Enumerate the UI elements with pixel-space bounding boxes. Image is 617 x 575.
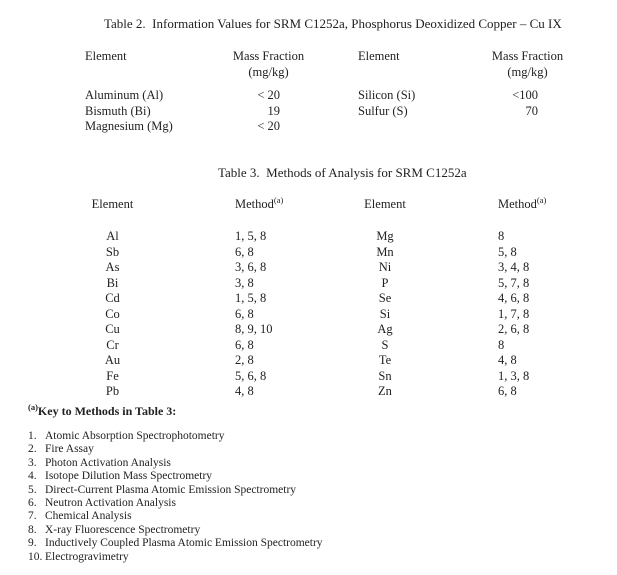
element-name: Sulfur (S) — [358, 103, 408, 118]
method-list: 6, 8 — [235, 306, 254, 321]
element-name: Aluminum (Al) — [85, 88, 164, 102]
table2-title: Table 2. Information Values for SRM C1252a, Phosphorus Deoxidized Copper – Cu IX — [104, 16, 562, 31]
key-item — [28, 457, 323, 470]
table2-body — [85, 88, 610, 135]
table2-unit-right: (mg/kg) — [507, 65, 548, 79]
key-item — [28, 537, 323, 550]
key-item-number: 6. — [28, 497, 37, 510]
element-symbol: Cd — [105, 291, 120, 305]
element-symbol: Ag — [377, 322, 393, 336]
table2-row — [85, 88, 610, 104]
table3-row — [85, 307, 610, 323]
method-list: 6, 8 — [235, 244, 254, 259]
method-list: 6, 8 — [235, 337, 254, 352]
table2-header-massfraction-right: Mass Fraction — [491, 49, 564, 63]
element-symbol: Mn — [376, 244, 394, 259]
element-symbol: Mg — [376, 229, 394, 243]
table3-header-method-right: Method$^{(a)}$ — [498, 194, 547, 211]
table3-row — [85, 338, 610, 354]
element-symbol: Te — [378, 353, 392, 367]
element-symbol: Fe — [106, 368, 119, 383]
element-symbol: Sb — [105, 244, 120, 259]
method-list: 5, 6, 8 — [235, 368, 267, 383]
table3-row — [85, 369, 610, 385]
table2-header-row — [85, 48, 610, 64]
methods-key-heading: $^{(a)}$Key to Methods in Table 3: — [28, 402, 177, 418]
table3-header-method-left: Method$^{(a)}$ — [235, 194, 284, 211]
table3-row — [85, 291, 610, 307]
method-list: 1, 3, 8 — [498, 368, 530, 383]
key-item — [28, 551, 323, 564]
element-symbol: Se — [378, 291, 392, 305]
element-symbol: P — [381, 275, 389, 290]
mass-fraction-value: < 20 — [257, 119, 280, 133]
method-footnote-marker: (a) — [536, 194, 547, 205]
table3-row — [85, 229, 610, 245]
key-footnote-marker: (a) — [28, 402, 38, 412]
element-symbol: Bi — [106, 275, 119, 290]
table3-header-element-right: Element — [364, 197, 406, 211]
table3-header-row — [85, 196, 610, 212]
method-list: 1, 5, 8 — [235, 229, 267, 243]
table3-body — [85, 229, 610, 400]
table3-row — [85, 276, 610, 292]
mass-fraction-value: <100 — [512, 88, 538, 102]
method-list: 8 — [498, 337, 505, 352]
key-item-number: 5. — [28, 483, 37, 496]
table3-header-element-left: Element — [91, 197, 134, 211]
method-list: 3, 6, 8 — [235, 260, 267, 274]
key-item-number: 4. — [28, 470, 37, 483]
key-item-number: 2. — [28, 443, 37, 456]
element-name: Silicon (Si) — [358, 88, 416, 102]
element-symbol: Ni — [378, 260, 392, 274]
element-symbol: Co — [105, 306, 120, 321]
key-item-label: Isotope Dilution Mass Spectrometry — [45, 470, 213, 483]
element-symbol: Pb — [105, 384, 120, 398]
table2 — [85, 48, 610, 135]
element-symbol: Au — [104, 353, 121, 367]
key-item-label: Neutron Activation Analysis — [45, 497, 176, 510]
method-list: 5, 7, 8 — [498, 275, 530, 290]
key-item-number: 3. — [28, 456, 37, 469]
table2-header-massfraction-left: Mass Fraction — [232, 49, 305, 63]
key-item-label: Photon Activation Analysis — [45, 456, 171, 469]
key-item-label: Atomic Absorption Spectrophotometry — [45, 430, 225, 442]
table3 — [85, 196, 610, 400]
table3-row — [85, 322, 610, 338]
key-item — [28, 470, 323, 483]
element-symbol: Cr — [106, 337, 119, 352]
method-list: 4, 8 — [235, 384, 254, 398]
element-symbol: Sn — [378, 368, 392, 383]
key-item — [28, 510, 323, 523]
element-name: Magnesium (Mg) — [85, 119, 173, 133]
table3-row — [85, 353, 610, 369]
element-symbol: Si — [379, 306, 391, 321]
key-item-label: Inductively Coupled Plasma Atomic Emission Spectrometry — [45, 537, 323, 550]
key-item — [28, 430, 323, 443]
key-item — [28, 484, 323, 497]
table3-row — [85, 260, 610, 276]
method-list: 2, 6, 8 — [498, 322, 530, 336]
methods-key-list — [28, 430, 323, 564]
key-item-label: Electrogravimetry — [45, 550, 129, 563]
mass-fraction-value: 70 — [525, 103, 538, 118]
table2-row — [85, 104, 610, 120]
key-item-number: 8. — [28, 523, 37, 536]
key-item-number: 9. — [28, 537, 37, 550]
mass-fraction-value: 19 — [267, 103, 280, 118]
element-symbol: As — [105, 260, 120, 274]
method-list: 8, 9, 10 — [235, 322, 273, 336]
table2-header-element-right: Element — [358, 49, 400, 63]
table3-row — [85, 384, 610, 400]
key-item — [28, 443, 323, 456]
mass-fraction-value: < 20 — [257, 88, 280, 102]
element-name: Bismuth (Bi) — [85, 103, 151, 118]
table2-unit-left: (mg/kg) — [248, 65, 289, 79]
method-list: 8 — [498, 229, 505, 243]
key-item — [28, 524, 323, 537]
key-item-label: X-ray Fluorescence Spectrometry — [45, 523, 201, 536]
method-list: 6, 8 — [498, 384, 517, 398]
method-list: 2, 8 — [235, 353, 254, 367]
table2-header-element-left: Element — [85, 49, 127, 63]
method-list: 4, 8 — [498, 353, 517, 367]
key-item — [28, 497, 323, 510]
method-list: 5, 8 — [498, 244, 517, 259]
key-item-number: 1. — [28, 430, 37, 442]
element-symbol: Cu — [105, 322, 120, 336]
table3-title: Table 3. Methods of Analysis for SRM C1252a — [218, 165, 467, 180]
method-footnote-marker: (a) — [273, 194, 284, 205]
key-item-label: Chemical Analysis — [45, 510, 132, 523]
key-item-number: 10. — [28, 550, 43, 563]
key-item-label: Direct-Current Plasma Atomic Emission Spectrometry — [45, 483, 297, 496]
element-symbol: Al — [106, 229, 119, 243]
element-symbol: S — [381, 337, 389, 352]
table3-row — [85, 245, 610, 261]
method-list: 1, 5, 8 — [235, 291, 267, 305]
method-list: 3, 8 — [235, 275, 254, 290]
methods-key-section — [28, 404, 323, 564]
key-item-number: 7. — [28, 510, 37, 523]
table2-header-unit-row — [85, 64, 610, 80]
method-list: 3, 4, 8 — [498, 260, 530, 274]
method-list: 4, 6, 8 — [498, 291, 530, 305]
key-item-label: Fire Assay — [45, 443, 94, 456]
table2-row — [85, 119, 610, 135]
element-symbol: Zn — [378, 384, 392, 398]
method-list: 1, 7, 8 — [498, 306, 530, 321]
